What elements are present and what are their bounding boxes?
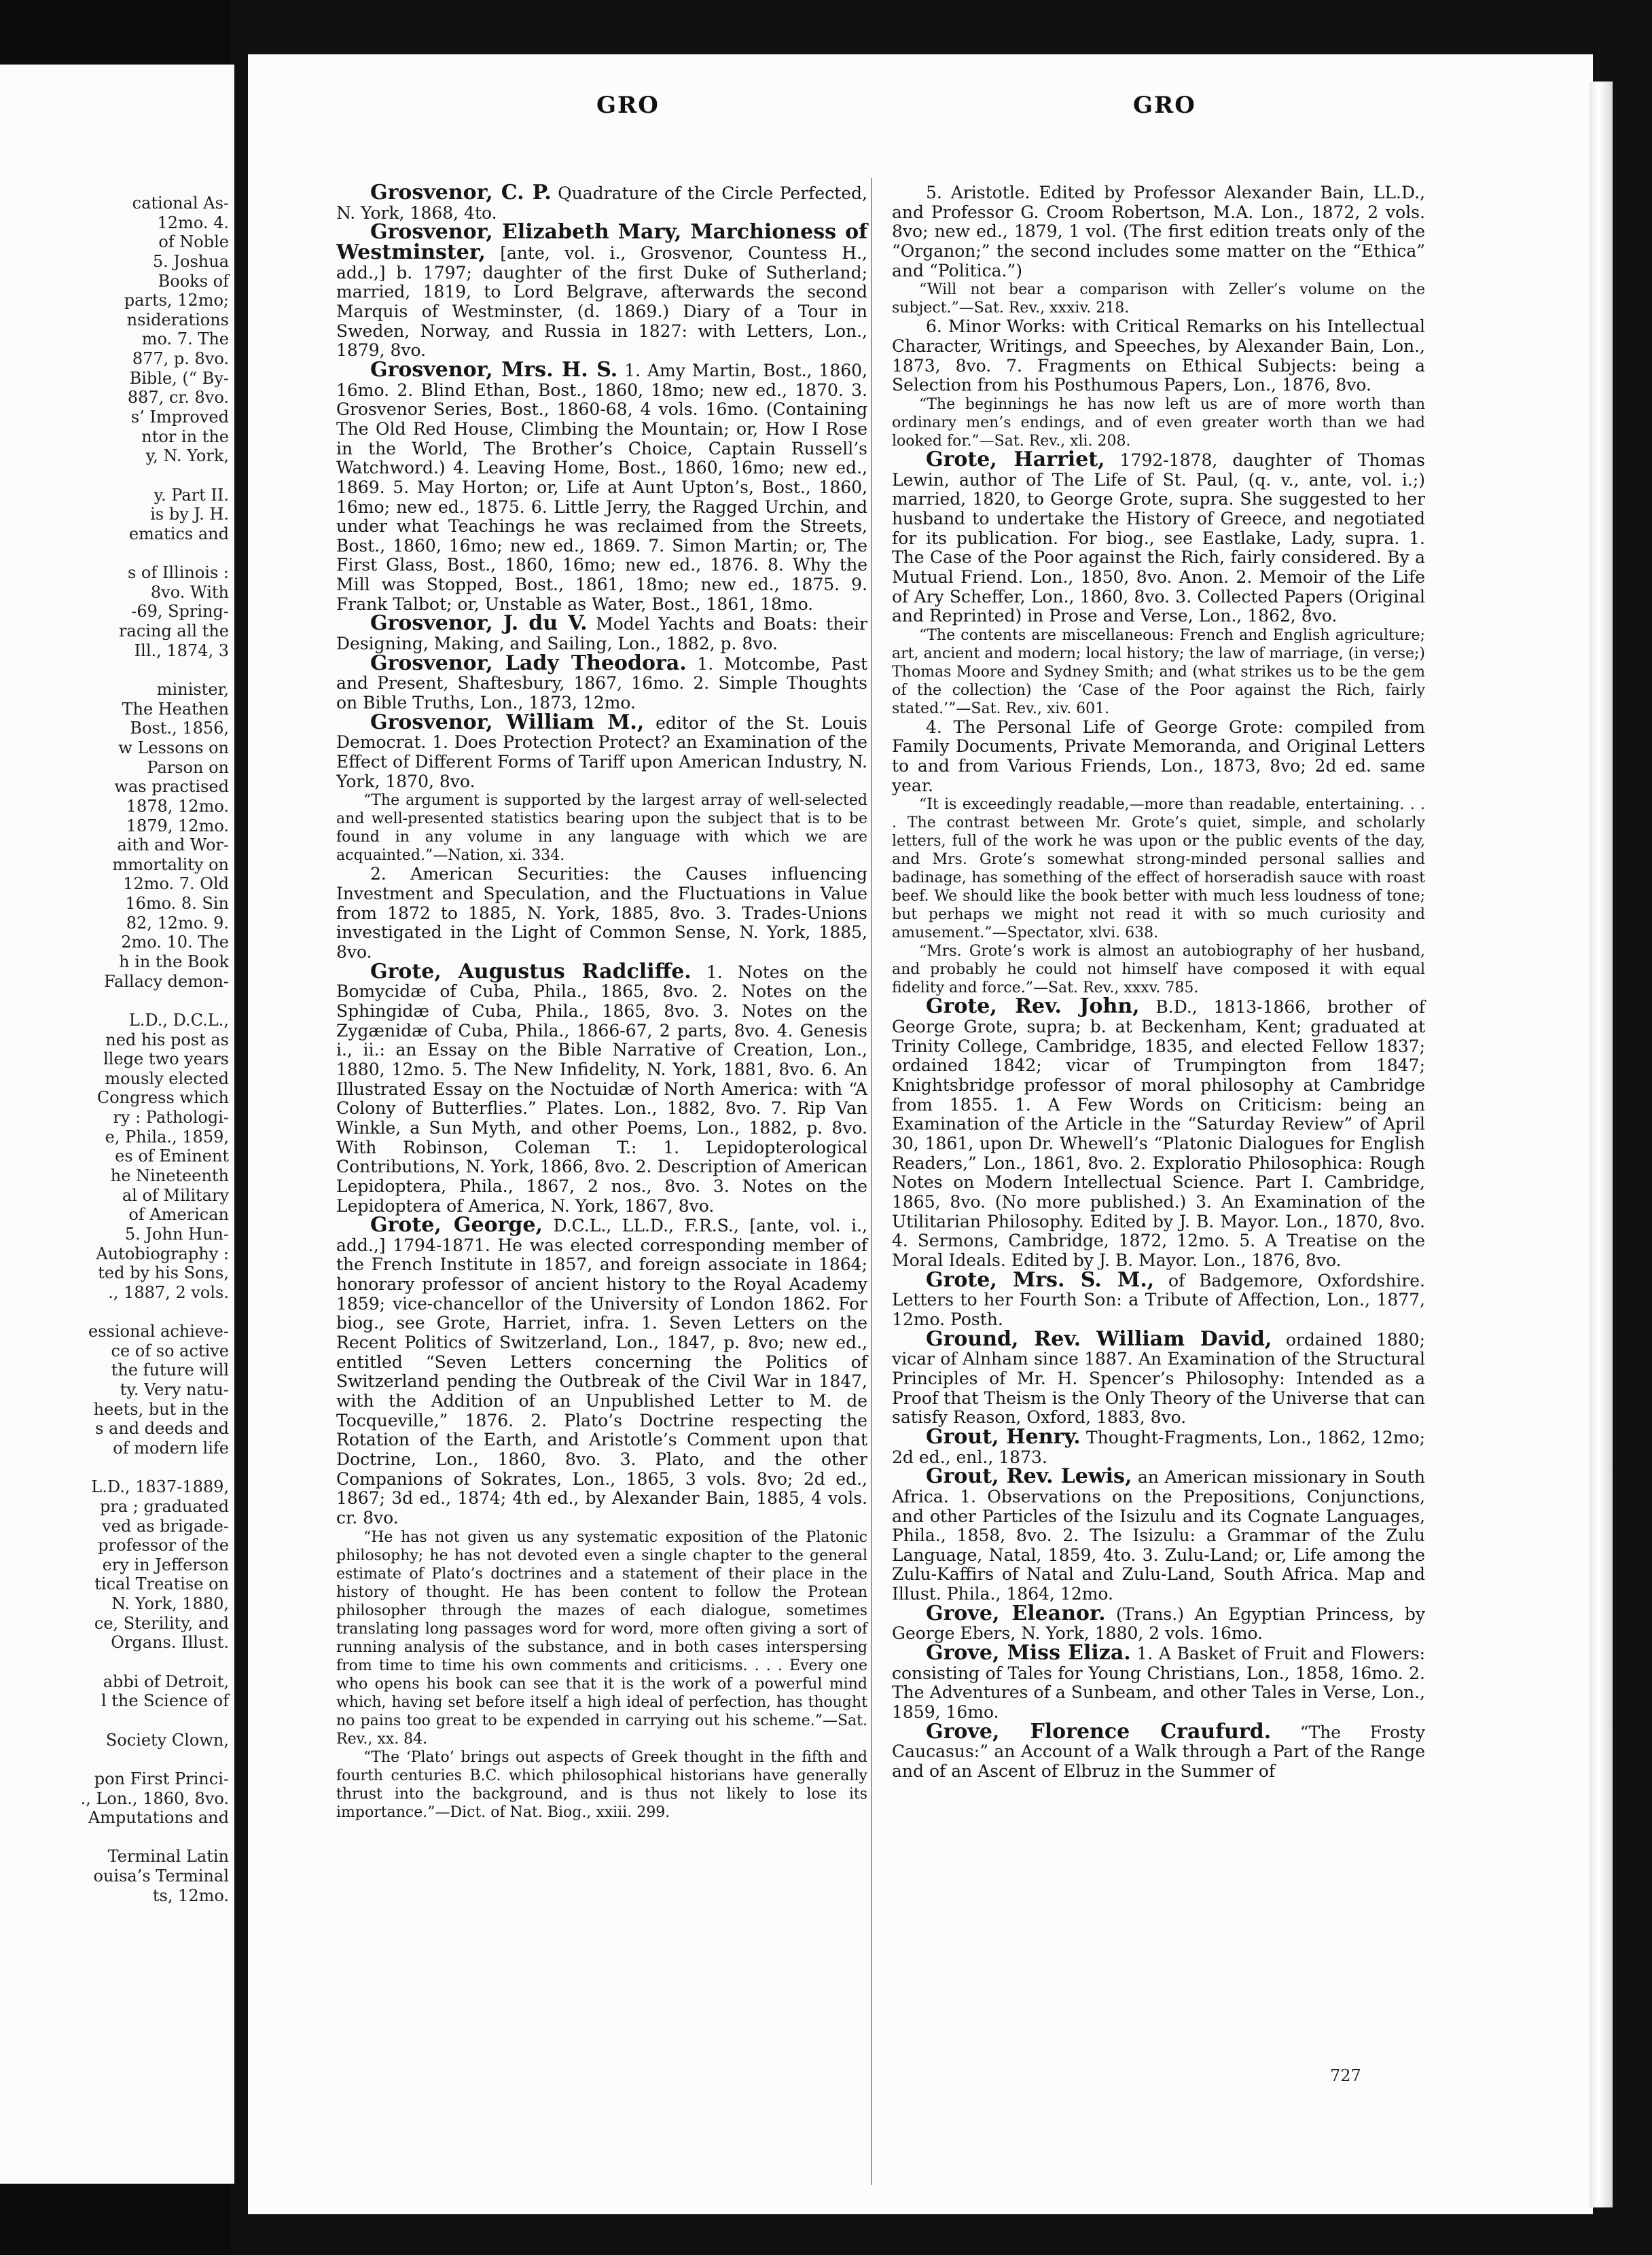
page-number: 727 [1330,2066,1361,2085]
entry-text: D.C.L., LL.D., F.R.S., [ante, vol. i., add.,] 1794-1871. He was elected corresponding member of the French Institute in 1857, and foreign associate in 1864; honorary professor of ancient history to the Royal Academy 1859; vice-chancellor of the University of London 1862. For biog., see Grote, Harriet, infra. 1. Seven Letters on the Recent Politics of Switzerland, Lon., 1847, p. 8vo; new ed., entitled “Seven Letters concerning the Politics of Switzerland pending the Outbreak of the Civil War in 1847, with the Addition of an Unpublished Letter to M. de Tocqueville,” 1876. 2. Plato’s Doctrine respecting the Rotation of the Earth, and Aristotle’s Comment upon that Doctrine, Lon., 1860, 8vo. 3. Plato, and the other Companions of Sokrates, Lon., 1865, 3 vols. 8vo; 2d ed., 1867; 3d ed., 1874; 4th ed., by Alexander Bain, 1885, 4 vols. cr. 8vo. [336,1216,867,1528]
bibliography-entry [892,183,1425,281]
fragment-line: llege two years [103,1049,229,1069]
fragment-line: pra ; graduated [100,1496,229,1516]
bibliography-entry [336,1213,867,1528]
fragment-line: s of Illinois : [127,563,229,583]
fragment-line: ntor in the [141,427,229,446]
fragment-line: tical Treatise on [94,1574,229,1594]
fragment-line: abbi of Detroit, [103,1672,229,1691]
fragment-line: Books of [158,271,229,291]
fragment-line: 5. John Hun- [124,1224,229,1244]
bibliography-entry [336,220,867,361]
fragment-line: Amputations and [88,1808,229,1828]
entry-text: Quadrature of the Circle Perfected, N. York, 1868, 4to. [336,183,867,223]
entry-text: editor of the St. Louis Democrat. 1. Does Protection Protect? an Examination of the Effect of Different Forms of Tariff upon American Industry, N. York, 1870, 8vo. [336,712,867,791]
fragment-line: Society Clown, [105,1730,229,1750]
entry-text: (Trans.) An Egyptian Princess, by George Ebers, N. York, 1880, 2 vols. 16mo. [892,1604,1425,1644]
fragment-line: 1878, 12mo. [126,796,229,816]
fragment-line: 12mo. 7. Old [123,874,229,894]
fragment-line: ematics and [128,524,229,543]
entry-headword: Grove, Miss Eliza. [926,1641,1131,1665]
quotation: “He has not given us any systematic exposition of the Platonic philosophy; he has not devoted even a single chapter to the general estimate of Plato’s doctrines and a statement of their place in the history of thought. He has been content to follow the Protean philosopher through the mazes of each dialogue, sometimes translating long passages word for word, more often giving a sort of running analysis of the substance, and in both cases interspersing from time to time his own comments and criticisms. . . . Every one who opens his book can see that it is the work of a powerful mind which, having set before itself a high ideal of perfection, has thought no pains too great to be expended in carrying out his scheme.”—Sat. Rev., xx. 84. [336,1528,867,1748]
fragment-line: ty. Very natu- [120,1380,229,1400]
quotation: “The ‘Plato’ brings out aspects of Greek thought in the fifth and fourth centuries B.C. which philosophical historians have generally thrust into the background, and is thus not likely to lose its importance.”—Dict. of Nat. Biog., xxiii. 299. [336,1748,867,1821]
entry-headword: Grote, Mrs. S. M., [926,1267,1155,1292]
bibliography-entry [892,994,1425,1270]
bibliography-entry [336,183,867,223]
entry-text: of Badgemore, Oxfordshire. Letters to her Fourth Son: a Tribute of Affection, Lon., 1877, 12mo. Posth. [892,1270,1425,1329]
bibliography-entry [892,718,1425,796]
entry-text: 4. The Personal Life of George Grote: compiled from Family Documents, Private Memoranda, and Original Letters to and from Various Friends, Lon., 1873, 8vo; 2d ed. same year. [892,717,1425,795]
fragment-line: Fallacy demon- [104,971,229,991]
fragment-line: cational As- [132,194,229,213]
fragment-line: 887, cr. 8vo. [127,388,229,408]
bibliography-entry [336,959,867,1216]
fragment-line: L.D., D.C.L., [128,1010,229,1030]
entry-text: ordained 1880; vicar of Alnham since 1887. An Examination of the Structural Principles of Mr. H. Spencer’s Philosophy: Intended as a Proof that Theism is the Only Theory of the Universe that can satisfy Reason, Oxford, 1883, 8vo. [892,1329,1425,1428]
entry-headword: Grote, Augustus Radcliffe. [370,959,692,984]
bibliography-entry [892,1267,1425,1330]
fragment-line: ted by his Sons, [98,1263,229,1283]
entry-text: B.D., 1813-1866, brother of George Grote, supra; b. at Beckenham, Kent; graduated at Trinity College, Cambridge, 1835, and elected Fellow 1837; ordained 1842; vicar of Trumpington from 1847; Knightsbridge professor of moral philosophy at Cambridge from 1855. 1. A Few Words on Criticism: being an Examination of the Article in the “Saturday Review” of April 30, 1861, upon Dr. Whewell’s “Platonic Dialogues for English Readers,” Lon., 1861, 8vo. 2. Exploratio Philosophica: Rough Notes on Modern Intellectual Science. Part I. Cambridge, 1865, 8vo. (No more published.) 3. An Examination of the Utilitarian Philosophy. Edited by J. B. Mayor. Lon., 1870, 8vo. 4. Sermons, Cambridge, 1872, 12mo. 5. A Treatise on the Moral Ideals. Edited by J. B. Mayor. Lon., 1876, 8vo. [892,997,1425,1270]
entry-headword: Grosvenor, William M., [370,710,645,734]
entry-text: Model Yachts and Boats: their Designing, Making, and Sailing, Lon., 1882, p. 8vo. [336,614,867,654]
column-left [336,183,867,1822]
bibliography-entry [336,710,867,792]
fragment-line: e, Phila., 1859, [105,1127,229,1147]
entry-headword: Grote, Harriet, [926,447,1105,471]
fragment-line: ce of so active [111,1341,229,1360]
quotation: “The argument is supported by the largest array of well-selected and well-presented statistics bearing upon the subject that is to be found in any volume in any language with which we are acquainted.”—Nation, xi. 334. [336,792,867,865]
fragment-line: professor of the [98,1536,229,1555]
fragment-line: essional achieve- [88,1322,229,1341]
fragment-line: y. Part II. [154,485,229,505]
fragment-line [0,660,234,680]
fragment-line: h in the Book [119,952,229,971]
entry-headword: Grove, Eleanor. [926,1601,1106,1625]
fragment-line: ., Lon., 1860, 8vo. [80,1788,229,1808]
fragment-line [0,1458,234,1478]
quotation: “Mrs. Grote’s work is almost an autobiography of her husband, and probably he could not himself have composed it with equal fidelity and force.”—Sat. Rev., xxxv. 785. [892,943,1425,997]
fragment-line: was practised [114,777,229,797]
entry-text: [ante, vol. i., Grosvenor, Countess H., add.,] b. 1797; daughter of the first Duke of Sutherland; married, 1819, to Lord Belgrave, afterwards the second Marquis of Westminster, (d. 1869.) Diary of a Tour in Sweden, Norway, and Russia in 1827: with Letters, Lon., 1879, 8vo. [336,242,867,361]
fragment-line: Ill., 1874, 3 [134,641,229,660]
fragment-line: Terminal Latin [107,1847,229,1866]
fragment-line [0,1750,234,1769]
fragment-line: of American [128,1205,229,1225]
entry-headword: Grove, Florence Craufurd. [926,1719,1272,1744]
entry-text: 1792-1878, daughter of Thomas Lewin, author of The Life of St. Paul, (q. v., ante, vol. i.;) married, 1820, to George Grote, supra. She suggested to her husband to undertake the History of Greece, and negotiated for its publication. For biog., see Eastlake, Lady, supra. 1. The Case of the Poor against the Rich, fairly considered. By a Mutual Friend. Lon., 1850, 8vo. Anon. 2. Memoir of the Life of Ary Scheffer, Lon., 1860, 8vo. 3. Collected Papers (Original and Reprinted) in Prose and Verse, Lon., 1862, 8vo. [892,450,1425,626]
entry-text: 1. Motcombe, Past and Present, Shaftesbury, 1867, 16mo. 2. Simple Thoughts on Bible Truths, Lon., 1873, 12mo. [336,653,867,713]
fragment-line: mously elected [105,1068,229,1088]
entry-headword: Grote, George, [370,1213,543,1238]
fragment-line: of Noble [158,232,229,252]
bibliography-entry [892,1424,1425,1467]
fragment-line: s’ Improved [130,408,229,427]
entry-headword: Grosvenor, J. du V. [370,611,588,636]
fragment-line: mmortality on [112,854,229,874]
bibliography-entry [336,865,867,962]
fragment-line: minister, [156,680,229,700]
bibliography-entry [336,611,867,654]
bibliography-entry [892,317,1425,395]
fragment-line: s and deeds and [95,1419,229,1439]
fragment-line: Organs. Illust. [111,1633,229,1653]
fragment-line: mo. 7. The [141,329,229,349]
entry-headword: Grout, Henry. [926,1424,1081,1449]
fragment-line: Bost., 1856, [130,719,229,738]
fragment-line: Parson on [147,757,229,777]
fragment-line: N. York, 1880, [111,1594,229,1614]
fragment-line [0,991,234,1011]
fragment-line [0,544,234,564]
entry-text: 1. Amy Martin, Bost., 1860, 16mo. 2. Blind Ethan, Bost., 1860, 18mo; new ed., 1870. 3. Grosvenor Series, Bost., 1860-68, 4 vols. 16mo. (Containing The Old Red House, Climbing the Mountain; or, How I Rose in the World, The Brother’s Choice, Captain Russell’s Watchword.) 4. Leaving Home, Bost., 1860, 16mo; new ed., 1869. 5. May Horton; or, Life at Aunt Upton’s, Bost., 1860, 16mo; new ed., 1875. 6. Little Jerry, the Ragged Urchin, and under what Teachings he was reclaimed from the Streets, Bost., 1860, 16mo; new ed., 1869. 7. Simon Martin; or, The First Glass, Bost., 1860, 16mo; new ed., 1876. 8. Why the Mill was Stopped, Bost., 1861, 18mo; new ed., 1875. 9. Frank Talbot; or, Unstable as Water, Bost., 1861, 18mo. [336,360,867,614]
fragment-line: Congress which [96,1088,229,1108]
fragment-line: w Lessons on [118,738,229,757]
bibliography-entry [892,1464,1425,1604]
quotation: “Will not bear a comparison with Zeller’s volume on the subject.”—Sat. Rev., xxxiv. 218. [892,281,1425,317]
entry-text: an American missionary in South Africa. 1. Observations on the Prepositions, Conjunctions, and other Particles of the Isizulu and its Cognate Languages, Phila., 1858, 8vo. 2. The Isizulu: a Grammar of the Zulu Language, Natal, 1859, 4to. 3. Zulu-Land; or, Life among the Zulu-Kaffirs of Natal and Zulu-Land, South Africa. Map and Illust. Phila., 1864, 12mo. [892,1467,1425,1604]
entry-headword: Grosvenor, Elizabeth Mary, Marchioness of Westminster, [336,220,867,264]
fragment-line: Bible, (“ By- [129,368,229,388]
entry-headword: Grout, Rev. Lewis, [926,1464,1132,1489]
fragment-line: is by J. H. [150,505,229,524]
fragment-line: 12mo. 4. [157,213,229,232]
fragment-line: y, N. York, [145,446,229,466]
entry-text: “The Frosty Caucasus:” an Account of a Walk through a Part of the Range and of an Ascent of Elbruz in the Summer of [892,1722,1425,1782]
fragment-line: pon First Princi- [94,1769,229,1788]
fragment-line: 877, p. 8vo. [132,349,229,369]
facing-page-lines [0,194,234,1905]
fragment-line: l the Science of [101,1691,229,1711]
entry-text: 1. A Basket of Fruit and Flowers: consisting of Tales for Young Christians, Lon., 1858, 16mo. 2. The Adventures of a Sunbeam, and other Tales in Verse, Lon., 1859, 16mo. [892,1644,1425,1722]
bibliography-entry [892,447,1425,626]
fragment-line: of modern life [113,1439,229,1458]
entry-headword: Grosvenor, C. P. [370,181,552,204]
entry-headword: Grosvenor, Mrs. H. S. [370,357,618,382]
fragment-line: 1879, 12mo. [126,816,229,835]
running-head-right: GRO [1133,92,1196,119]
fragment-line: heets, but in the [93,1399,229,1419]
running-head-left: GRO [596,92,660,119]
quotation: “It is exceedingly readable,—more than readable, entertaining. . . . The contrast between Mr. Grote’s quiet, simple, and scholarly letters, full of the work he was upon or the public events of the day, and Mrs. Grote’s somewhat strong-minded personal sallies and badinage, has something of the effect of horseradish sauce with roast beef. We should like the book better with much less loudness of tone; but perhaps we might not read it with so much curiosity and amusement.”—Spectator, xlvi. 638. [892,796,1425,942]
entry-text: 6. Minor Works: with Critical Remarks on his Intellectual Character, Writings, and Speeches, by Alexander Bain, Lon., 1873, 8vo. 7. Fragments on Ethical Subjects: being a Selection from his Posthumous Papers, Lon., 1876, 8vo. [892,317,1425,395]
entry-headword: Grosvenor, Lady Theodora. [370,651,687,675]
fragment-line: 2mo. 10. The [121,933,229,952]
fragment-line: al of Military [122,1185,229,1205]
fragment-line: Autobiography : [96,1244,229,1263]
fragment-line: 16mo. 8. Sin [125,894,229,914]
bibliography-entry [892,1327,1425,1428]
fragment-line: ned his post as [105,1030,229,1049]
bibliography-entry [336,357,867,615]
fragment-line: ., 1887, 2 vols. [108,1282,229,1302]
fragment-line: 5. Joshua [152,251,229,271]
fragment-line [0,1653,234,1672]
fragment-line: L.D., 1837-1889, [91,1477,229,1497]
column-rule [871,178,872,2185]
fragment-line: ouisa’s Terminal [93,1866,229,1886]
fragment-line [0,1303,234,1322]
fragment-line: es of Eminent [115,1147,229,1166]
entry-text: 2. American Securities: the Causes influencing Investment and Speculation, and the Fluctuations in Value from 1872 to 1885, N. York, 1885, 8vo. 3. Trades-Unions investigated in the Light of Common Sense, N. York, 1885, 8vo. [336,864,867,962]
fragment-line: ts, 12mo. [152,1886,229,1905]
fragment-line: 82, 12mo. 9. [126,913,229,933]
bibliography-entry [336,651,867,713]
entry-text: 1. Notes on the Bomycidæ of Cuba, Phila., 1865, 8vo. 2. Notes on the Sphingidæ of Cuba, Phila., 1865, 8vo. 3. Notes on the Zygænidæ of Cuba, Phila., 1866-67, 2 parts, 8vo. 4. Genesis i., ii.: an Essay on the Bible Narrative of Creation, Lon., 1880, 12mo. 5. The New Infidelity, N. York, 1881, 8vo. 6. An Illustrated Essay on the Noctuidæ of North America: with “A Colony of Butterflies.” Plates. Lon., 1882, 8vo. 7. Rip Van Winkle, a Sun Myth, and other Poems, Lon., 1882, p. 8vo. With Robinson, Coleman T.: 1. Lepidopterological Contributions, N. York, 1866, 8vo. 2. Description of American Lepidoptera, Phila., 1867, 2 nos., 8vo. 3. Notes on the Lepidoptera of America, N. York, 1867, 8vo. [336,962,867,1216]
quotation: “The contents are miscellaneous: French and English agriculture; art, ancient and modern; local history; the law of marriage, (in verse;) Thomas Moore and Sydney Smith; and (what strikes us to be the gem of the collection) the ‘Case of the Poor against the Rich, fairly stated.’”—Sat. Rev., xiv. 601. [892,626,1425,717]
fragment-line: parts, 12mo; [124,291,229,310]
fragment-line [0,1828,234,1847]
fragment-line: ery in Jefferson [102,1555,229,1574]
fragment-line: racing all the [119,621,229,641]
quotation: “The beginnings he has now left us are of more worth than ordinary men’s endings, and of even greater worth than we had looked for.”—Sat. Rev., xli. 208. [892,395,1425,450]
facing-page-fragment [0,65,234,2184]
bibliography-entry [892,1641,1425,1722]
bibliography-entry [892,1719,1425,1782]
entry-text: Thought-Fragments, Lon., 1862, 12mo; 2d ed., enl., 1873. [892,1427,1425,1467]
entry-headword: Grote, Rev. John, [926,994,1140,1019]
fragment-line: -69, Spring- [131,602,229,621]
column-right [892,183,1425,1782]
fragment-line: he Nineteenth [110,1166,229,1186]
fragment-line: ry : Pathologi- [113,1108,229,1128]
bibliography-entry [892,1601,1425,1644]
entry-text: 5. Aristotle. Edited by Professor Alexander Bain, LL.D., and Professor G. Croom Robertson, M.A. Lon., 1872, 2 vols. 8vo; new ed., 1879, 1 vol. (The first edition treats only of the “Organon;” the second includes some matter on the “Ethica” and “Politica.”) [892,183,1425,281]
fragment-line: 8vo. With [150,582,229,602]
fragment-line: aith and Wor- [117,835,229,855]
fragment-line [0,1711,234,1731]
fragment-line: nsiderations [126,310,229,329]
fragment-line: ce, Sterility, and [94,1613,229,1633]
fragment-line: The Heathen [122,699,229,719]
fragment-line: ved as brigade- [102,1516,229,1536]
fragment-line [0,466,234,486]
page-edge [1590,82,1613,2207]
entry-headword: Ground, Rev. William David, [926,1327,1272,1351]
fragment-line: the future will [111,1360,229,1380]
